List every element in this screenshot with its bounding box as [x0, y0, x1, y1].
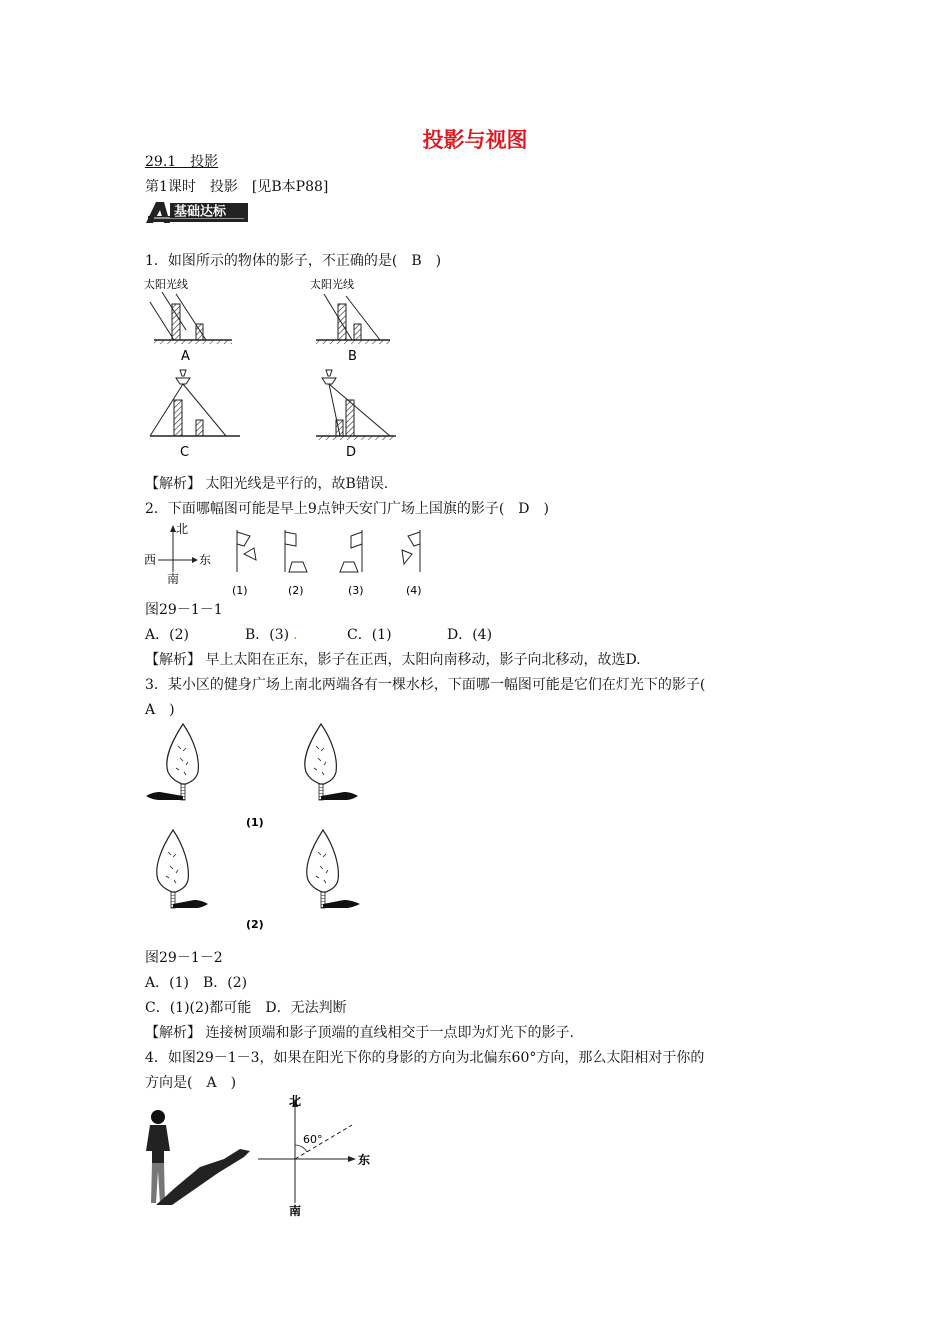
q1-figure-d — [316, 370, 396, 460]
q2-flag-4 — [402, 530, 420, 572]
q1-stem: 1．如图所示的物体的影子，不正确的是( B ) — [145, 253, 442, 269]
svg-text:B: B — [348, 349, 357, 364]
q1-figure-b — [310, 277, 390, 364]
q2-flag-2 — [285, 530, 307, 572]
q3-tree-2b — [307, 830, 360, 908]
q2-analysis: 【解析】 早上太阳在正东，影子在正西，太阳向南移动，影子向北移动，故选D. — [145, 652, 641, 668]
svg-text:南: 南 — [167, 572, 180, 586]
q2-option-d: D．(4) — [447, 627, 493, 643]
q4-stem-line1: 4．如图29－1－3，如果在阳光下你的身影的方向为北偏东60°方向，那么太阳相对于你的 — [145, 1050, 705, 1066]
svg-text:D: D — [346, 445, 357, 460]
q4-figure — [140, 1095, 380, 1220]
svg-text:(4): (4) — [406, 584, 422, 597]
svg-text:太阳光线: 太阳光线 — [144, 278, 188, 291]
svg-text:东: 东 — [358, 1153, 371, 1167]
q1-figure-a — [144, 277, 232, 364]
lesson-heading: 第1课时 投影 [见B本P88] — [145, 179, 329, 195]
badge-text: 基础达标 — [174, 204, 227, 220]
svg-text:北: 北 — [176, 522, 189, 536]
q3-figure — [140, 718, 380, 938]
svg-text:(1): (1) — [246, 816, 264, 829]
q1-figure — [140, 272, 400, 462]
section-heading: 29.1 投影 — [145, 154, 219, 170]
q3-analysis: 【解析】 连接树顶端和影子顶端的直线相交于一点即为灯光下的影子. — [145, 1025, 574, 1041]
svg-text:(2): (2) — [288, 584, 304, 597]
svg-text:(1): (1) — [232, 584, 248, 597]
q3-stem-line2: A ) — [145, 702, 175, 718]
q3-stem-line1: 3．某小区的健身广场上南北两端各有一棵水杉，下面哪一幅图可能是它们在灯光下的影子( — [145, 677, 706, 693]
svg-text:C: C — [180, 445, 190, 460]
q3-options-row2: C．(1)(2)都可能 D．无法判断 — [145, 1000, 347, 1016]
basic-level-badge — [144, 200, 250, 224]
q2-figure — [140, 520, 440, 600]
svg-text:南: 南 — [289, 1204, 302, 1218]
q1-analysis: 【解析】 太阳光线是平行的，故B错误. — [145, 476, 389, 492]
svg-text:北: 北 — [289, 1095, 302, 1108]
q3-options-row1: A．(1) B．(2) — [145, 975, 248, 991]
q2-flag-1 — [237, 530, 256, 572]
svg-text:(3): (3) — [348, 584, 364, 597]
q3-figure-caption: 图29－1－2 — [145, 950, 223, 966]
q2-option-a: A．(2) — [145, 627, 189, 643]
q3-tree-1b — [305, 724, 358, 800]
svg-text:西: 西 — [144, 553, 157, 567]
page-title: 投影与视图 — [422, 128, 528, 152]
q2-compass — [144, 522, 211, 586]
svg-text:A: A — [181, 349, 190, 364]
q2-option-c: C．(1) — [347, 627, 392, 643]
q3-tree-1a — [146, 724, 198, 800]
q2-figure-caption: 图29－1－1 — [145, 602, 223, 618]
svg-text:60°: 60° — [303, 1133, 323, 1146]
q2-flag-3 — [340, 530, 362, 572]
person-shadow-illustration — [146, 1110, 250, 1205]
q4-compass — [258, 1095, 370, 1218]
svg-text:(2): (2) — [246, 918, 264, 931]
q1-figure-c — [150, 370, 240, 460]
q3-tree-2a — [157, 830, 208, 908]
q2-option-b-mark: . — [293, 627, 298, 643]
q2-stem: 2．下面哪幅图可能是早上9点钟天安门广场上国旗的影子( D ) — [145, 501, 549, 517]
q2-option-b: B．(3) — [245, 627, 290, 643]
q4-stem-line2: 方向是( A ) — [145, 1075, 237, 1091]
svg-text:东: 东 — [199, 553, 212, 567]
svg-text:太阳光线: 太阳光线 — [310, 278, 354, 291]
